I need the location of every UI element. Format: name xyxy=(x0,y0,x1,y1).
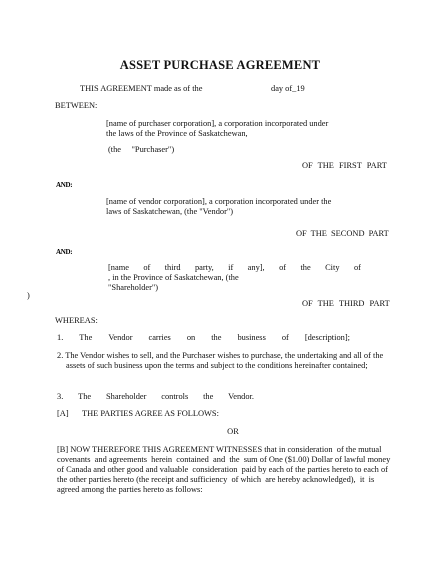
word: if xyxy=(228,263,234,272)
word: of xyxy=(279,263,287,272)
intro-day-of: day of_19 xyxy=(271,84,305,93)
and-label-1: AND: xyxy=(56,181,73,189)
recital-1 xyxy=(57,333,350,344)
word: the xyxy=(300,263,311,272)
word: the xyxy=(211,333,222,342)
recital-2-line-2: assets of such business upon the terms and subject to the conditions hereinafter contained; xyxy=(66,361,368,370)
word: of xyxy=(281,333,289,342)
word: party, xyxy=(194,263,214,272)
recital-2-line-1: 2. The Vendor wishes to sell, and the Purchaser wishes to purchase, the undertaking and all of the xyxy=(57,351,384,360)
word: The xyxy=(78,392,92,401)
recital-3 xyxy=(57,392,254,403)
word: third xyxy=(164,263,181,272)
word: Vendor. xyxy=(228,392,254,401)
word: The xyxy=(79,333,93,342)
word: City xyxy=(325,263,340,272)
clause-b-line-2: covenants and agreements herein contained and the sum of One ($1.00) Dollar of lawful money xyxy=(57,455,391,464)
word: 1. xyxy=(57,333,64,342)
vendor-line-1: [name of vendor corporation], a corporation incorporated under the xyxy=(106,197,332,206)
stray-bracket: ) xyxy=(27,291,30,300)
word: Vendor xyxy=(108,333,133,342)
document-title: ASSET PURCHASE AGREEMENT xyxy=(119,58,321,72)
word: controls xyxy=(161,392,189,401)
word: Shareholder xyxy=(105,392,147,401)
first-part-label: OF THE FIRST PART xyxy=(302,161,387,170)
whereas-label: WHEREAS: xyxy=(55,316,98,325)
third-part-label: OF THE THIRD PART xyxy=(302,299,390,308)
word: 3. xyxy=(57,392,64,401)
vendor-line-2: laws of Saskatchewan, (the "Vendor") xyxy=(106,207,234,216)
between-label: BETWEEN: xyxy=(55,101,98,110)
word: the xyxy=(203,392,214,401)
clause-a-label: [A] xyxy=(57,409,69,418)
clause-b-line-5: agreed among the parties hereto as follows: xyxy=(57,485,203,494)
and-label-2: AND: xyxy=(56,248,73,256)
word: any], xyxy=(247,263,265,272)
word: carries xyxy=(148,333,171,342)
shareholder-line-2: , in the Province of Saskatchewan, (the xyxy=(108,273,239,282)
word: [description]; xyxy=(304,333,350,342)
or-separator: OR xyxy=(227,427,239,436)
purchaser-line-3: (the "Purchaser") xyxy=(108,145,175,154)
clause-a-text: THE PARTIES AGREE AS FOLLOWS: xyxy=(82,409,219,418)
purchaser-line-1: [name of purchaser corporation], a corporation incorporated under xyxy=(106,119,329,128)
word: [name xyxy=(108,263,129,272)
word: business xyxy=(237,333,266,342)
word: of xyxy=(143,263,151,272)
clause-b-line-3: of Canada and other good and valuable consideration paid by each of the parties hereto to each of xyxy=(57,465,388,474)
shareholder-line-1 xyxy=(108,263,361,274)
purchaser-line-2: the laws of the Province of Saskatchewan, xyxy=(106,129,248,138)
word: on xyxy=(186,333,196,342)
word: of xyxy=(353,263,361,272)
clause-b-line-1: [B] NOW THEREFORE THIS AGREEMENT WITNESSES that in consideration of the mutual xyxy=(57,445,382,454)
second-part-label: OF THE SECOND PART xyxy=(296,229,389,238)
shareholder-line-3: "Shareholder") xyxy=(108,283,159,292)
clause-b-line-4: the other parties hereto (the receipt and sufficiency of which are hereby acknowledged), it is xyxy=(57,475,375,484)
intro-made-as-of: THIS AGREEMENT made as of the xyxy=(80,84,203,93)
